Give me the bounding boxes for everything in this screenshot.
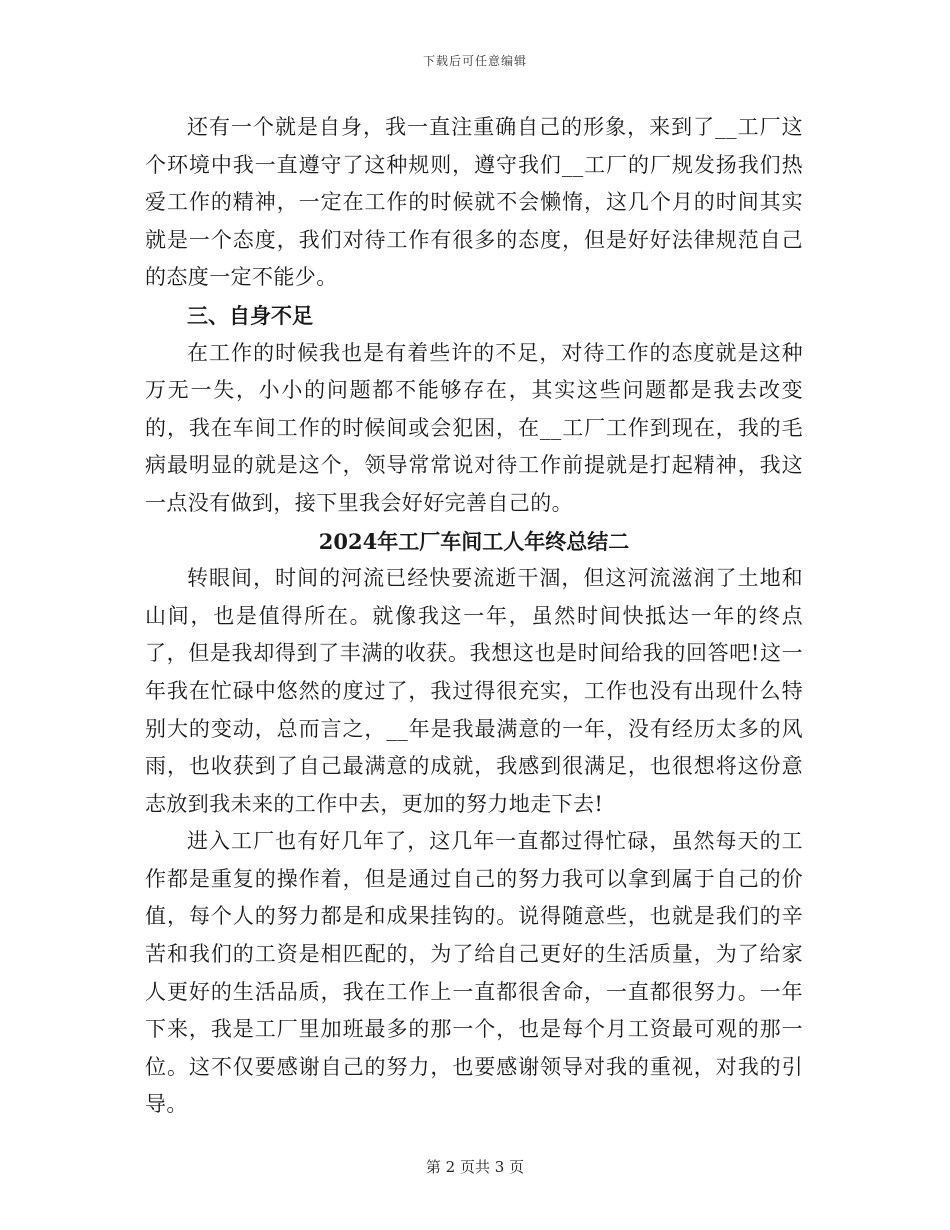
paragraph-shortcomings: 在工作的时候我也是有着些许的不足，对待工作的态度就是这种万无一失，小小的问题都不能够存在，其实这些问题都是我去改变的，我在车间工作的时候间或会犯困，在__工厂工作到现在，我的毛病最明显的就是这个，领导常常说对待工作前提就是打起精神，我这一点没有做到，接下里我会好好完善自己的。	[145, 340, 803, 515]
section-heading-shortcomings: 三、自身不足	[187, 302, 313, 328]
header-note: 下载后可任意编辑	[422, 54, 527, 68]
paragraph-factory-work: 进入工厂也有好几年了，这几年一直都过得忙碌，虽然每天的工作都是重复的操作着，但是通过自己的努力我可以拿到属于自己的价值，每个人的努力都是和成果挂钩的。说得随意些，也就是我们的辛苦和我们的工资是相匹配的，为了给自己更好的生活质量，为了给家人更好的生活品质，我在工作上一直都很舍命，一直都很努力。一年下来，我是工厂里加班最多的那一个，也是每个月工资最可观的那一位。这不仅要感谢自己的努力，也要感谢领导对我的重视，对我的引导。	[145, 829, 803, 1117]
document-title-two: 2024年工厂车间工人年终总结二	[318, 528, 630, 554]
document-body	[145, 109, 803, 1124]
paragraph-self-image: 还有一个就是自身，我一直注重确自己的形象，来到了__工厂这个环境中我一直遵守了这种规则，遵守我们__工厂的厂规发扬我们热爱工作的精神，一定在工作的时候就不会懒惰，这几个月的时间其实就是一个态度，我们对待工作有很多的态度，但是好好法律规范自己的态度一定不能少。	[145, 115, 803, 290]
paragraph-year-review: 转眼间，时间的河流已经快要流逝干涸，但这河流滋润了土地和山间，也是值得所在。就像我这一年，虽然时间快抵达一年的终点了，但是我却得到了丰满的收获。我想这也是时间给我的回答吧!这一年我在忙碌中悠然的度过了，我过得很充实，工作也没有出现什么特别大的变动，总而言之，__年是我最满意的一年，没有经历太多的风雨，也收获到了自己最满意的成就，我感到很满足，也很想将这份意志放到我未来的工作中去，更加的努力地走下去!	[145, 566, 803, 816]
page-indicator: 第 2 页共 3 页	[425, 1158, 525, 1176]
